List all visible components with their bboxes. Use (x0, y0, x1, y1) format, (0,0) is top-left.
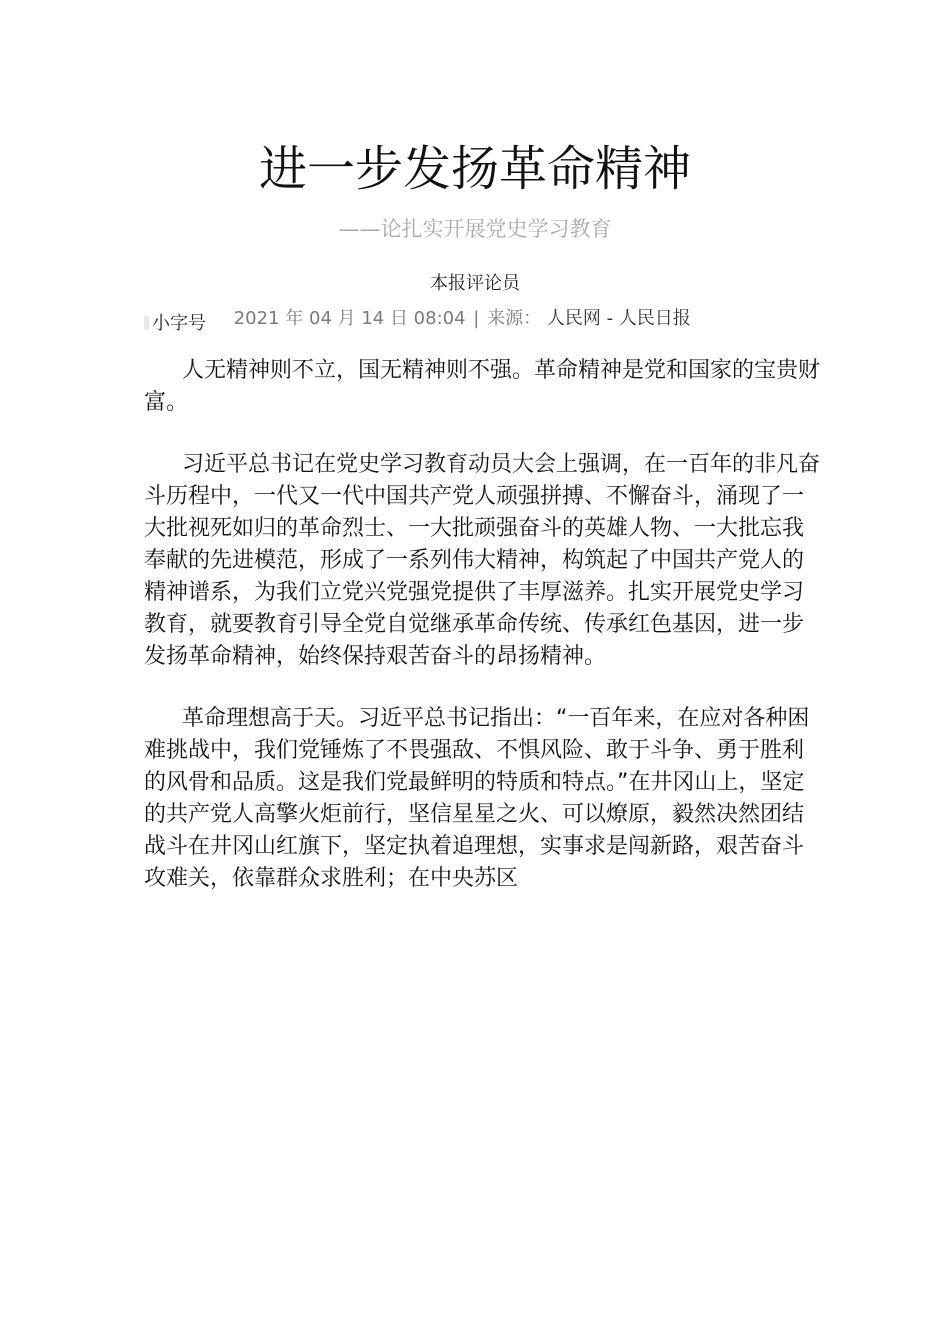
article-title: 进一步发扬革命精神 (258, 141, 691, 197)
publish-date: 2021 年 04 月 14 日 08:04 (233, 308, 466, 329)
article-author: 本报评论员 (430, 273, 520, 294)
meta-separator: | (473, 308, 480, 329)
source-label: 来源： (487, 308, 542, 329)
font-size-toggle[interactable] (144, 309, 206, 339)
article-paragraph: 习近平总书记在党史学习教育动员大会上强调，在一百年的非凡奋斗历程中，一代又一代中国共产党人顽强拼搏、不懈奋斗，涌现了一大批视死如归的革命烈士、一大批顽强奋斗的英雄人物、一大批忘我奉献的先进模范，形成了一系列伟大精神，构筑起了中国共产党人的精神谱系，为我们立党兴党强党提供了丰厚滋养。扎实开展党史学习教育，就要教育引导全党自觉继承革命传统、传承红色基因，进一步发扬革命精神，始终保持艰苦奋斗的昂扬精神。 (144, 452, 821, 669)
font-size-toggle-label: 小字号 (152, 313, 206, 334)
font-size-icon (144, 316, 149, 330)
article-subtitle: ——论扎实开展党史学习教育 (338, 217, 612, 241)
source-link[interactable]: 人民网 - 人民日报 (546, 308, 691, 329)
publish-info (234, 304, 691, 334)
article-meta (144, 304, 844, 334)
article-paragraph: 人无精神则不立，国无精神则不强。革命精神是党和国家的宝贵财富。 (144, 358, 821, 415)
article-body (144, 355, 824, 925)
article-paragraph: 革命理想高于天。习近平总书记指出：“一百年来，在应对各种困难挑战中，我们党锤炼了不畏强敌、不惧风险、敢于斗争、勇于胜利的风骨和品质。这是我们党最鲜明的特质和特点。”在井冈山上，坚定的共产党人高擎火炬前行，坚信星星之火、可以燎原，毅然决然团结战斗在井冈山红旗下，坚定执着追理想，实事求是闯新路，艰苦奋斗攻难关，依靠群众求胜利；在中央苏区 (144, 706, 810, 891)
